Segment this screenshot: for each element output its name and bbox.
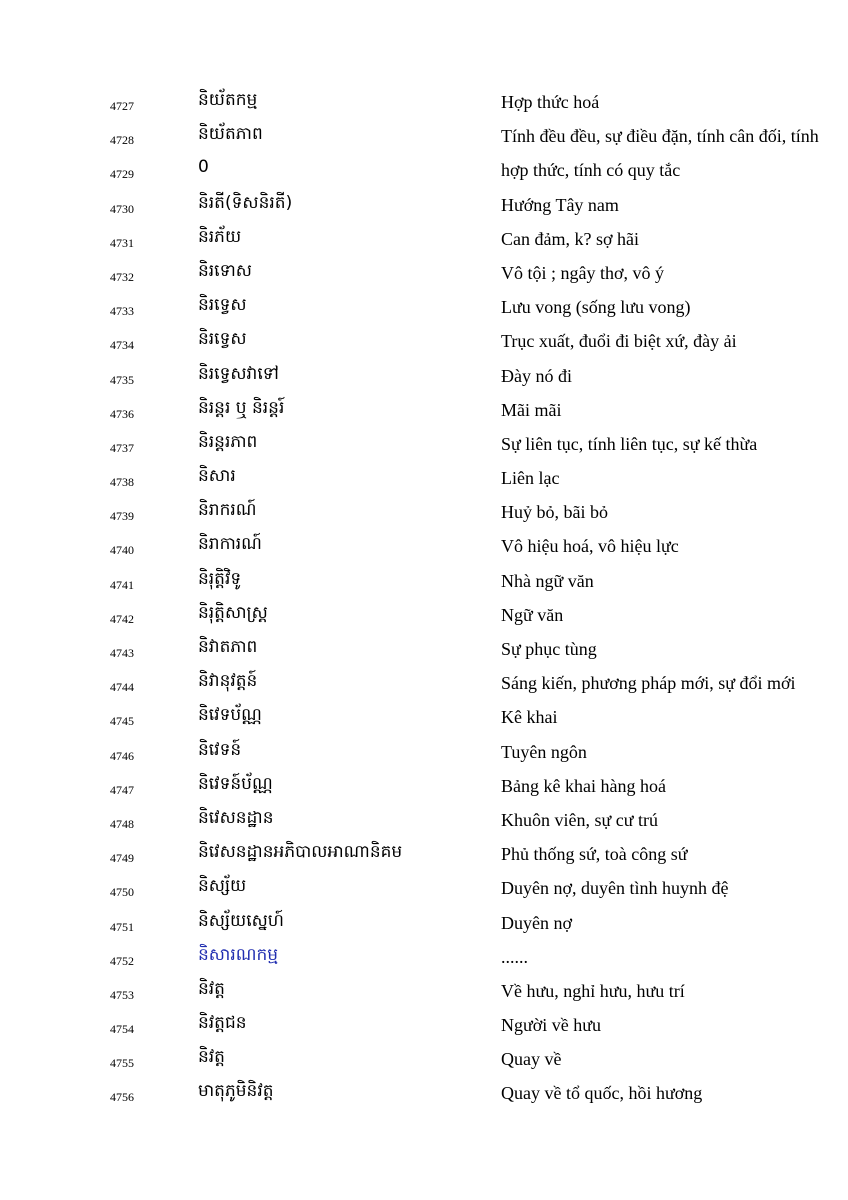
entry-row [0, 943, 848, 977]
entry-row [0, 1011, 848, 1045]
vietnamese-meaning: Sự liên tục, tính liên tục, sự kế thừa [501, 433, 758, 454]
khmer-term: និរុត្តិវិទូ [198, 568, 242, 589]
khmer-term: និរទ្វេស [198, 295, 247, 316]
khmer-term: និរាករណ៍ [198, 500, 257, 521]
entry-number: 4748 [110, 816, 134, 831]
vietnamese-meaning: Kê khai [501, 707, 558, 728]
entry-row [0, 293, 848, 327]
entry-number: 4745 [110, 714, 134, 729]
khmer-term: និយ័តកម្ម [198, 90, 258, 110]
vietnamese-meaning: Tuyên ngôn [501, 741, 587, 762]
entry-row [0, 362, 848, 396]
vietnamese-meaning: Quay về [501, 1049, 562, 1070]
khmer-term: និរភ័យ [198, 226, 242, 247]
vietnamese-meaning: Duyên nợ, duyên tình huynh đệ [501, 878, 729, 899]
entry-row [0, 772, 848, 806]
vietnamese-meaning: Mãi mãi [501, 399, 562, 420]
khmer-term: និវានុវត្តន៍ [198, 671, 258, 692]
entry-row [0, 464, 848, 498]
entry-number: 4730 [110, 201, 134, 216]
vietnamese-meaning: Về hưu, nghỉ hưu, hưu trí [501, 980, 685, 1001]
khmer-term: និរន្តរ ឬ និរន្តរ៍ [198, 397, 285, 418]
entry-number: 4752 [110, 953, 134, 968]
dictionary-page [0, 88, 848, 1114]
entry-row [0, 567, 848, 601]
khmer-term: និយ័តភាព [198, 124, 263, 145]
entry-row [0, 156, 848, 190]
entry-row [0, 327, 848, 361]
vietnamese-meaning: Sáng kiến, phương pháp mới, sự đổi mới [501, 673, 796, 694]
khmer-term: និស្ស័យ [198, 876, 247, 897]
entry-row [0, 635, 848, 669]
entry-number: 4737 [110, 440, 134, 455]
khmer-term: និរទ្វេសវាទៅ [198, 363, 279, 384]
khmer-term: និរាការណ៍ [198, 534, 262, 555]
vietnamese-meaning: Đày nó đi [501, 365, 572, 386]
entry-number: 4741 [110, 577, 134, 592]
vietnamese-meaning: Hợp thức hoá [501, 92, 600, 112]
vietnamese-meaning: Can đảm, k? sợ hãi [501, 228, 639, 249]
khmer-term-highlighted: និសារណកម្ម [198, 944, 279, 965]
entry-number: 4734 [110, 338, 134, 353]
khmer-term: 0 [198, 157, 209, 178]
khmer-term: និវាតភាព [198, 637, 258, 657]
entry-row [0, 498, 848, 532]
entry-number: 4733 [110, 304, 134, 319]
khmer-term: និវេសនដ្ឋានអភិបាលអាណានិគម [198, 842, 403, 863]
entry-row [0, 396, 848, 430]
entry-row [0, 259, 848, 293]
entry-row [0, 191, 848, 225]
entry-row [0, 703, 848, 737]
entry-row [0, 1045, 848, 1079]
khmer-term: និវេសនដ្ឋាន [198, 807, 274, 828]
vietnamese-meaning: Quay về tổ quốc, hồi hương [501, 1083, 703, 1104]
khmer-term: និរុត្តិសាស្ត្រ [198, 602, 268, 623]
entry-row [0, 601, 848, 635]
vietnamese-meaning: hợp thức, tính có quy tắc [501, 160, 681, 181]
vietnamese-meaning: Vô tội ; ngây thơ, vô ý [501, 262, 665, 283]
entry-row [0, 806, 848, 840]
entry-row [0, 738, 848, 772]
khmer-term: និសារ [198, 466, 236, 487]
entry-number: 4731 [110, 235, 134, 250]
khmer-term: និវត្ត [198, 978, 225, 999]
vietnamese-meaning: Lưu vong (sống lưu vong) [501, 297, 691, 318]
entry-row [0, 874, 848, 908]
vietnamese-meaning: Người về hưu [501, 1015, 602, 1036]
entry-row [0, 840, 848, 874]
entry-row [0, 430, 848, 464]
entry-number: 4750 [110, 885, 134, 900]
entry-number: 4749 [110, 851, 134, 866]
entry-row [0, 225, 848, 259]
khmer-term: និវេទន៍ប័ណ្ណ [198, 773, 273, 794]
khmer-term: និរទ្វេស [198, 329, 247, 350]
entry-number: 4754 [110, 1022, 134, 1037]
entry-number: 4742 [110, 611, 134, 626]
khmer-term: និវេទន៍ [198, 739, 242, 760]
vietnamese-meaning: Nhà ngữ văn [501, 570, 594, 591]
entry-number: 4751 [110, 919, 134, 934]
entry-number: 4744 [110, 680, 134, 695]
entry-number: 4736 [110, 406, 134, 421]
khmer-term: និវត្តជន [198, 1013, 247, 1034]
khmer-term: និវត្ត [198, 1047, 225, 1068]
entry-row [0, 909, 848, 943]
khmer-term: និរន្តរភាព [198, 431, 258, 452]
entry-row [0, 122, 848, 156]
entry-number: 4739 [110, 509, 134, 524]
entry-number: 4747 [110, 782, 134, 797]
entry-number: 4729 [110, 167, 134, 182]
vietnamese-meaning: Khuôn viên, sự cư trú [501, 809, 658, 830]
entry-row [0, 88, 848, 122]
entry-number: 4738 [110, 475, 134, 490]
vietnamese-meaning: Liên lạc [501, 468, 560, 489]
entry-number: 4728 [110, 133, 134, 148]
entry-number: 4735 [110, 372, 134, 387]
entry-number: 4727 [110, 99, 134, 113]
entry-number: 4755 [110, 1056, 134, 1071]
entry-number: 4743 [110, 646, 134, 660]
entry-number: 4753 [110, 987, 134, 1002]
vietnamese-meaning: Trục xuất, đuổi đi biệt xứ, đày ải [501, 331, 737, 352]
khmer-term: និវេទប័ណ្ណ [198, 705, 262, 726]
entry-row [0, 532, 848, 566]
entry-number: 4740 [110, 543, 134, 558]
khmer-term: និស្ស័យស្នេហ៍ [198, 910, 284, 931]
vietnamese-meaning: Bảng kê khai hàng hoá [501, 775, 666, 796]
vietnamese-meaning: ...... [501, 946, 528, 967]
entry-row [0, 669, 848, 703]
entry-number: 4756 [110, 1090, 134, 1105]
vietnamese-meaning: Duyên nợ [501, 912, 573, 933]
khmer-term: និរតី(ទិសនិរតី) [198, 192, 293, 213]
vietnamese-meaning: Tính đều đều, sự điều đặn, tính cân đối, tính [501, 126, 819, 147]
entry-number: 4732 [110, 269, 134, 284]
vietnamese-meaning: Phủ thống sứ, toà công sứ [501, 844, 688, 865]
khmer-term: និរទោស [198, 260, 252, 281]
vietnamese-meaning: Huỷ bỏ, bãi bỏ [501, 502, 608, 523]
vietnamese-meaning: Hướng Tây nam [501, 194, 619, 215]
entry-row [0, 1079, 848, 1113]
entry-number: 4746 [110, 748, 134, 763]
khmer-term: មាតុភូមិនិវត្ត [198, 1081, 274, 1102]
vietnamese-meaning: Ngữ văn [501, 604, 564, 625]
entry-row [0, 977, 848, 1011]
vietnamese-meaning: Vô hiệu hoá, vô hiệu lực [501, 536, 679, 557]
vietnamese-meaning: Sự phục tùng [501, 639, 597, 659]
